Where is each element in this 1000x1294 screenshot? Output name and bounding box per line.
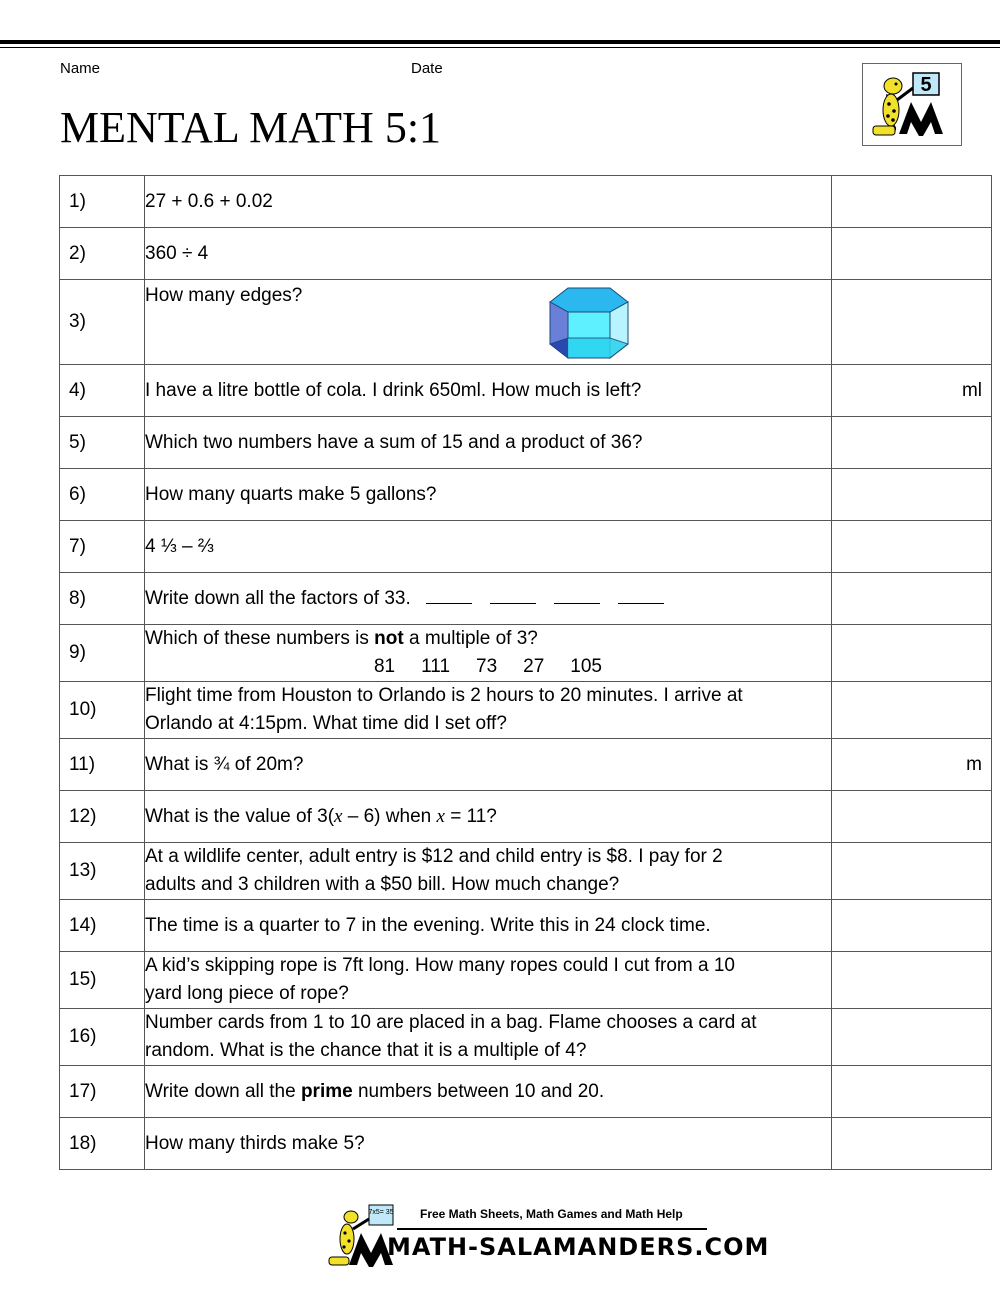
question-text-line: adults and 3 children with a $50 bill. How much change? xyxy=(145,874,620,895)
answer-box[interactable] xyxy=(832,176,992,228)
name-label: Name xyxy=(60,60,101,77)
question-text: 27 + 0.6 + 0.02 xyxy=(145,176,832,228)
question-text: The time is a quarter to 7 in the evening. Write this in 24 clock time. xyxy=(145,900,832,952)
question-number: 12) xyxy=(60,791,145,843)
table-row xyxy=(60,228,992,280)
date-label: Date xyxy=(411,60,443,77)
number-options xyxy=(145,653,831,681)
number-option: 81 xyxy=(373,656,396,677)
footer-rule xyxy=(397,1228,707,1230)
question-number: 5) xyxy=(60,417,145,469)
answer-box[interactable] xyxy=(832,417,992,469)
question-text-line: Number cards from 1 to 10 are placed in a bag. Flame chooses a card at xyxy=(145,1012,757,1033)
answer-box[interactable] xyxy=(832,791,992,843)
question-text: 360 ÷ 4 xyxy=(145,228,832,280)
question-number: 18) xyxy=(60,1118,145,1170)
question-number: 4) xyxy=(60,365,145,417)
question-text: How many quarts make 5 gallons? xyxy=(145,469,832,521)
table-row xyxy=(60,843,992,900)
question-text: What is the value of 3(x – 6) when x = 11? xyxy=(145,791,832,843)
question-number: 13) xyxy=(60,843,145,900)
answer-box[interactable] xyxy=(832,228,992,280)
table-row xyxy=(60,573,992,625)
answer-box[interactable]: ml xyxy=(832,365,992,417)
footer-tagline: Free Math Sheets, Math Games and Math Help xyxy=(420,1207,683,1221)
answer-box[interactable]: m xyxy=(832,739,992,791)
question-number: 17) xyxy=(60,1066,145,1118)
answer-box[interactable] xyxy=(832,469,992,521)
table-row xyxy=(60,176,992,228)
question-text: Write down all the factors of 33. xyxy=(145,587,411,609)
question-text: What is ¾ of 20m? xyxy=(145,739,832,791)
answer-box[interactable] xyxy=(832,625,992,682)
answer-box[interactable] xyxy=(832,1009,992,1066)
question-number: 8) xyxy=(60,573,145,625)
question-text-line: yard long piece of rope? xyxy=(145,983,349,1004)
question-text: How many edges? xyxy=(145,285,303,306)
question-number: 3) xyxy=(60,280,145,365)
answer-blank[interactable] xyxy=(618,589,664,604)
question-number: 6) xyxy=(60,469,145,521)
answer-blank[interactable] xyxy=(490,589,536,604)
factor-blanks xyxy=(426,585,682,613)
table-row xyxy=(60,469,992,521)
hexagonal-prism-icon xyxy=(548,286,632,362)
answer-box[interactable] xyxy=(832,1118,992,1170)
table-row xyxy=(60,521,992,573)
question-text-line: Orlando at 4:15pm. What time did I set off? xyxy=(145,713,507,734)
answer-blank[interactable] xyxy=(426,589,472,604)
question-text-line: A kid’s skipping rope is 7ft long. How many ropes could I cut from a 10 xyxy=(145,955,736,976)
answer-blank[interactable] xyxy=(554,589,600,604)
table-row xyxy=(60,365,992,417)
table-row xyxy=(60,1066,992,1118)
table-row xyxy=(60,739,992,791)
question-text: 4 ⅓ – ⅔ xyxy=(145,521,832,573)
number-option: 105 xyxy=(570,656,602,677)
answer-box[interactable] xyxy=(832,1066,992,1118)
top-rule-thick xyxy=(0,40,1000,44)
answer-box[interactable] xyxy=(832,573,992,625)
question-number: 9) xyxy=(60,625,145,682)
question-number: 11) xyxy=(60,739,145,791)
table-row xyxy=(60,952,992,1009)
footer-badge: 7x5= 35 xyxy=(368,1209,394,1216)
salamander-logo-icon xyxy=(325,1203,395,1269)
question-number: 2) xyxy=(60,228,145,280)
question-text-line: Flight time from Houston to Orlando is 2 hours to 20 minutes. I arrive at xyxy=(145,685,743,706)
question-number: 1) xyxy=(60,176,145,228)
number-option: 27 xyxy=(523,656,545,677)
answer-box[interactable] xyxy=(832,952,992,1009)
question-number: 15) xyxy=(60,952,145,1009)
question-number: 10) xyxy=(60,682,145,739)
number-option: 73 xyxy=(476,656,498,677)
question-text: Which two numbers have a sum of 15 and a product of 36? xyxy=(145,417,832,469)
question-text: Which of these numbers is not a multiple of 3? xyxy=(145,628,538,649)
answer-box[interactable] xyxy=(832,521,992,573)
table-row xyxy=(60,625,992,682)
question-number: 7) xyxy=(60,521,145,573)
answer-box[interactable] xyxy=(832,280,992,365)
answer-box[interactable] xyxy=(832,900,992,952)
question-text-line: At a wildlife center, adult entry is $12 and child entry is $8. I pay for 2 xyxy=(145,846,723,867)
salamander-logo-icon xyxy=(862,63,962,146)
questions-table xyxy=(59,175,992,1170)
question-number: 14) xyxy=(60,900,145,952)
table-row xyxy=(60,791,992,843)
table-row xyxy=(60,417,992,469)
question-text: I have a litre bottle of cola. I drink 650ml. How much is left? xyxy=(145,365,832,417)
top-rule-thin xyxy=(0,47,1000,48)
page-title: MENTAL MATH 5:1 xyxy=(60,103,442,152)
question-text-line: random. What is the chance that it is a multiple of 4? xyxy=(145,1040,587,1061)
answer-box[interactable] xyxy=(832,843,992,900)
table-row xyxy=(60,682,992,739)
footer-logo xyxy=(325,1203,770,1269)
question-number: 16) xyxy=(60,1009,145,1066)
footer-site-link[interactable]: MATH-SALAMANDERS.COM xyxy=(387,1233,770,1261)
question-text: Write down all the prime numbers between 10 and 20. xyxy=(145,1066,832,1118)
table-row xyxy=(60,1009,992,1066)
table-row xyxy=(60,1118,992,1170)
answer-box[interactable] xyxy=(832,682,992,739)
table-row xyxy=(60,900,992,952)
number-option: 111 xyxy=(421,656,451,677)
logo-grade: 5 xyxy=(920,74,932,96)
table-row xyxy=(60,280,992,365)
question-text: How many thirds make 5? xyxy=(145,1118,832,1170)
